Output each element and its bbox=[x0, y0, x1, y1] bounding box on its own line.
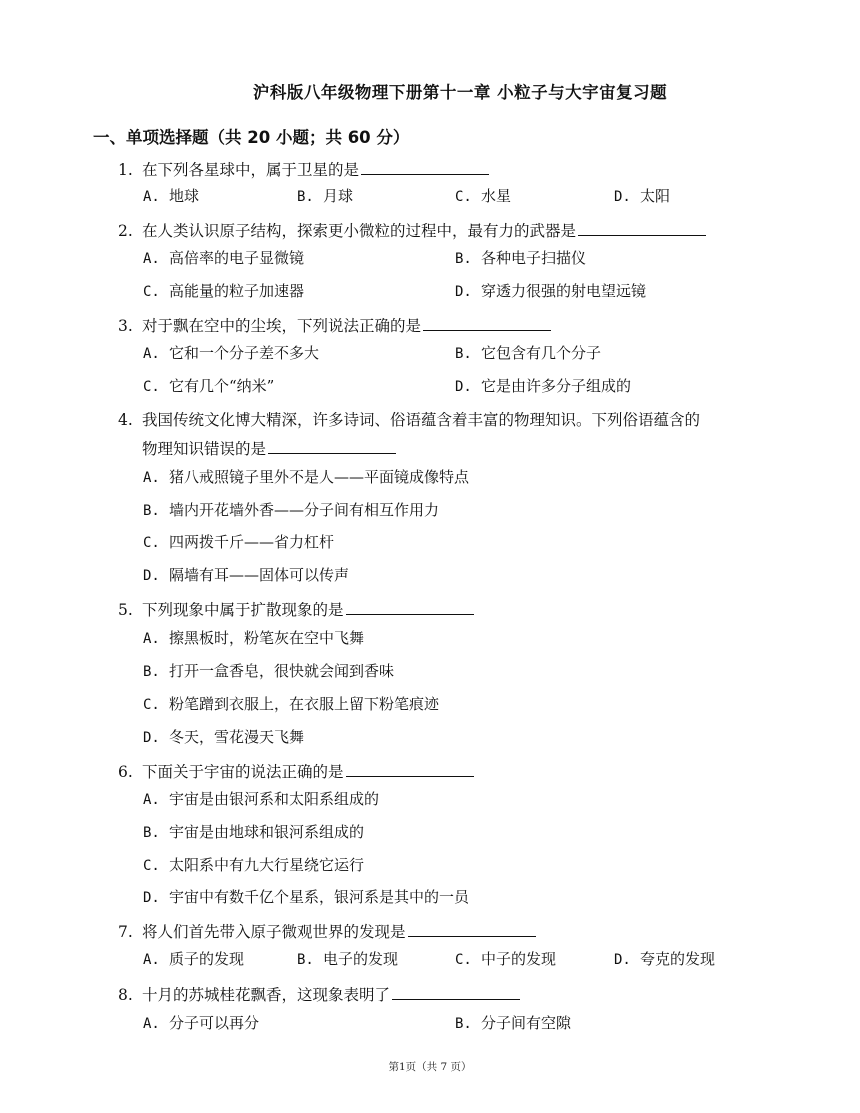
option-c: C. 高能量的粒子加速器 bbox=[143, 282, 305, 300]
answer-blank bbox=[346, 599, 474, 615]
question-stem: 我国传统文化博大精深，许多诗词、俗语蕴含着丰富的物理知识。下列俗语蕴含的 bbox=[142, 411, 701, 429]
option-c: C. 四两拨千斤——省力杠杆 bbox=[143, 533, 335, 551]
option-b: B. 分子间有空隙 bbox=[455, 1014, 572, 1032]
option-c: C. 中子的发现 bbox=[455, 950, 557, 968]
option-a: A. 地球 bbox=[143, 187, 200, 205]
question-number: 2. bbox=[118, 222, 133, 240]
question-stem: 在人类认识原子结构，探索更小微粒的过程中，最有力的武器是 bbox=[142, 222, 577, 240]
option-a: A. 它和一个分子差不多大 bbox=[143, 344, 320, 362]
question-number: 4. bbox=[118, 411, 133, 429]
question-8 bbox=[118, 984, 520, 1005]
option-d: D. 宇宙中有数千亿个星系，银河系是其中的一员 bbox=[143, 888, 470, 906]
option-a: A. 质子的发现 bbox=[143, 950, 245, 968]
option-d: D. 隔墙有耳——固体可以传声 bbox=[143, 566, 350, 584]
option-d: D. 穿透力很强的射电望远镜 bbox=[455, 282, 647, 300]
option-d: D. 冬天，雪花漫天飞舞 bbox=[143, 728, 305, 746]
option-a: A. 宇宙是由银河系和太阳系组成的 bbox=[143, 790, 380, 808]
option-a: A. 擦黑板时，粉笔灰在空中飞舞 bbox=[143, 629, 365, 647]
option-b: B. 它包含有几个分子 bbox=[455, 344, 602, 362]
question-1 bbox=[118, 159, 489, 180]
option-a: A. 分子可以再分 bbox=[143, 1014, 260, 1032]
question-5 bbox=[118, 599, 474, 620]
answer-blank bbox=[346, 761, 474, 777]
question-number: 7. bbox=[118, 923, 133, 941]
question-stem: 对于飘在空中的尘埃，下列说法正确的是 bbox=[142, 317, 422, 335]
option-b: B. 宇宙是由地球和银河系组成的 bbox=[143, 823, 365, 841]
page-title: 沪科版八年级物理下册第十一章 小粒子与大宇宙复习题 bbox=[252, 83, 668, 102]
page-footer: 第1页（共 7 页） bbox=[388, 1061, 472, 1073]
option-c: C. 水星 bbox=[455, 187, 512, 205]
answer-blank bbox=[392, 984, 520, 1000]
question-stem: 在下列各星球中，属于卫星的是 bbox=[142, 161, 360, 179]
answer-blank bbox=[578, 220, 706, 236]
question-4 bbox=[118, 410, 700, 430]
option-d: D. 太阳 bbox=[614, 187, 671, 205]
question-7 bbox=[118, 921, 536, 942]
option-c: C. 它有几个“纳米” bbox=[143, 377, 275, 395]
question-3 bbox=[118, 315, 551, 336]
question-number: 5. bbox=[118, 601, 133, 619]
option-b: B. 打开一盒香皂，很快就会闻到香味 bbox=[143, 662, 395, 680]
option-d: D. 夸克的发现 bbox=[614, 950, 716, 968]
option-b: B. 月球 bbox=[297, 187, 354, 205]
answer-blank bbox=[361, 159, 489, 175]
answer-blank bbox=[408, 921, 536, 937]
question-stem: 下列现象中属于扩散现象的是 bbox=[142, 601, 344, 619]
question-stem: 十月的苏城桂花飘香，这现象表明了 bbox=[142, 986, 391, 1004]
question-stem: 下面关于宇宙的说法正确的是 bbox=[142, 763, 344, 781]
question-stem: 物理知识错误的是 bbox=[142, 440, 267, 458]
answer-blank bbox=[423, 315, 551, 331]
question-stem: 将人们首先带入原子微观世界的发现是 bbox=[142, 923, 406, 941]
question-number: 8. bbox=[118, 986, 133, 1004]
question-4-cont bbox=[142, 438, 396, 459]
option-c: C. 太阳系中有九大行星绕它运行 bbox=[143, 856, 365, 874]
option-b: B. 各种电子扫描仪 bbox=[455, 249, 587, 267]
question-6 bbox=[118, 761, 474, 782]
option-d: D. 它是由许多分子组成的 bbox=[455, 377, 632, 395]
option-c: C. 粉笔蹭到衣服上，在衣服上留下粉笔痕迹 bbox=[143, 695, 440, 713]
question-number: 6. bbox=[118, 763, 133, 781]
option-a: A. 猪八戒照镜子里外不是人——平面镜成像特点 bbox=[143, 468, 470, 486]
option-a: A. 高倍率的电子显微镜 bbox=[143, 249, 305, 267]
option-b: B. 墙内开花墙外香——分子间有相互作用力 bbox=[143, 501, 440, 519]
answer-blank bbox=[268, 438, 396, 454]
question-number: 1. bbox=[118, 161, 133, 179]
question-number: 3. bbox=[118, 317, 133, 335]
question-2 bbox=[118, 220, 706, 241]
option-b: B. 电子的发现 bbox=[297, 950, 399, 968]
section-heading: 一、单项选择题（共 20 小题；共 60 分） bbox=[93, 128, 410, 147]
